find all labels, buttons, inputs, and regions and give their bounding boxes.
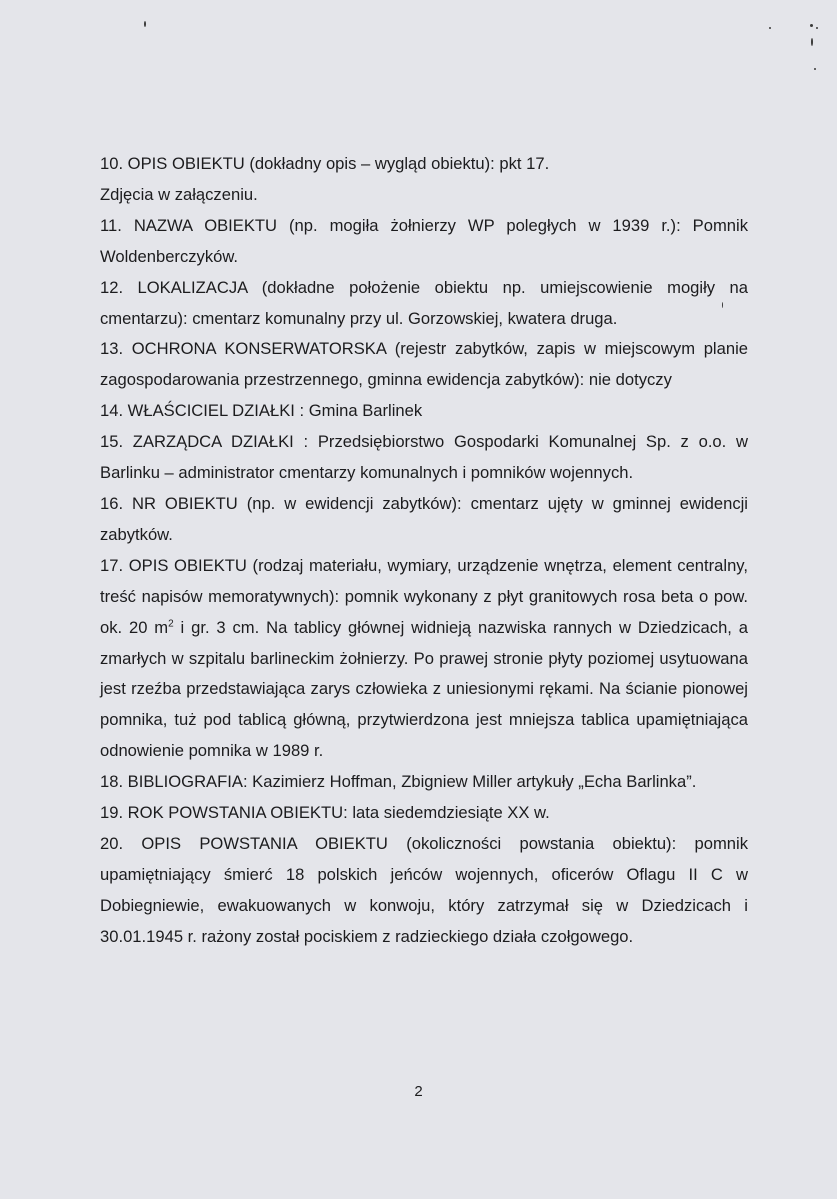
superscript-square: 2 [168,618,174,630]
paragraph-13: 13. OCHRONA KONSERWATORSKA (rejestr zabytków, zapis w miejscowym planie zagospodarowania przestrzennego, gminna ewidencja zabytków): nie dotyczy [100,339,748,390]
page-number: 2 [414,1083,423,1100]
scan-speck [144,21,146,27]
scan-speck [810,24,813,27]
paragraph-11: 11. NAZWA OBIEKTU (np. mogiła żołnierzy WP poległych w 1939 r.): Pomnik Woldenberczyków. [100,215,748,266]
paragraph-18: 18. BIBLIOGRAFIA: Kazimierz Hoffman, Zbigniew Miller artykuły „Echa Barlinka”. [100,772,697,792]
scan-speck [816,27,818,29]
document-body [100,149,748,953]
paragraph-19: 19. ROK POWSTANIA OBIEKTU: lata siedemdziesiąte XX w. [100,803,550,823]
paragraph-17-part-2: i gr. 3 cm. Na tablicy głównej widnieją nazwiska rannych w Dziedzicach, a zmarłych w szpitalu barlineckim żołnierzy. Po prawej stronie płyty poziomej usytuowana jest rzeźba przedstawiająca zarys człowieka z uniesionymi rękami. Na ścianie pionowej pomnika, tuż pod tablicą główną, przytwierdzona jest mniejsza tablica upamiętniająca odnowienie pomnika w 1989 r. [100,617,748,761]
paragraph-15: 15. ZARZĄDCA DZIAŁKI : Przedsiębiorstwo Gospodarki Komunalnej Sp. z o.o. w Barlinku – administrator cmentarzy komunalnych i pomników wojennych. [100,432,748,483]
paragraph-20: 20. OPIS POWSTANIA OBIEKTU (okoliczności powstania obiektu): pomnik upamiętniający śmierć 18 polskich jeńców wojennych, oficerów Oflagu II C w Dobiegniewie, ewakuowanych w konwoju, który zatrzymał się w Dziedzicach i 30.01.1945 r. rażony został pociskiem z radzieckiego działa czołgowego. [100,833,748,946]
scan-speck [769,27,771,29]
paragraph-14: 14. WŁAŚCICIEL DZIAŁKI : Gmina Barlinek [100,401,423,421]
paragraph-10-note: Zdjęcia w załączeniu. [100,184,258,204]
paragraph-16: 16. NR OBIEKTU (np. w ewidencji zabytków): cmentarz ujęty w gminnej ewidencji zabytków. [100,493,748,544]
paragraph-10: 10. OPIS OBIEKTU (dokładny opis – wygląd obiektu): pkt 17. [100,154,550,173]
paragraph-17 [100,551,748,767]
scan-speck [814,68,816,70]
paragraph-17-part-1: 17. OPIS OBIEKTU (rodzaj materiału, wymiary, urządzenie wnętrza, element centralny, treść napisów memoratywnych): pomnik wykonany z płyt granitowych rosa beta o pow. ok. 20 m [100,555,748,637]
paragraph-12: 12. LOKALIZACJA (dokładne położenie obiektu np. umiejscowienie mogiły na cmentarzu): cmentarz komunalny przy ul. Gorzowskiej, kwatera druga. [100,277,748,328]
scan-speck [811,38,813,46]
